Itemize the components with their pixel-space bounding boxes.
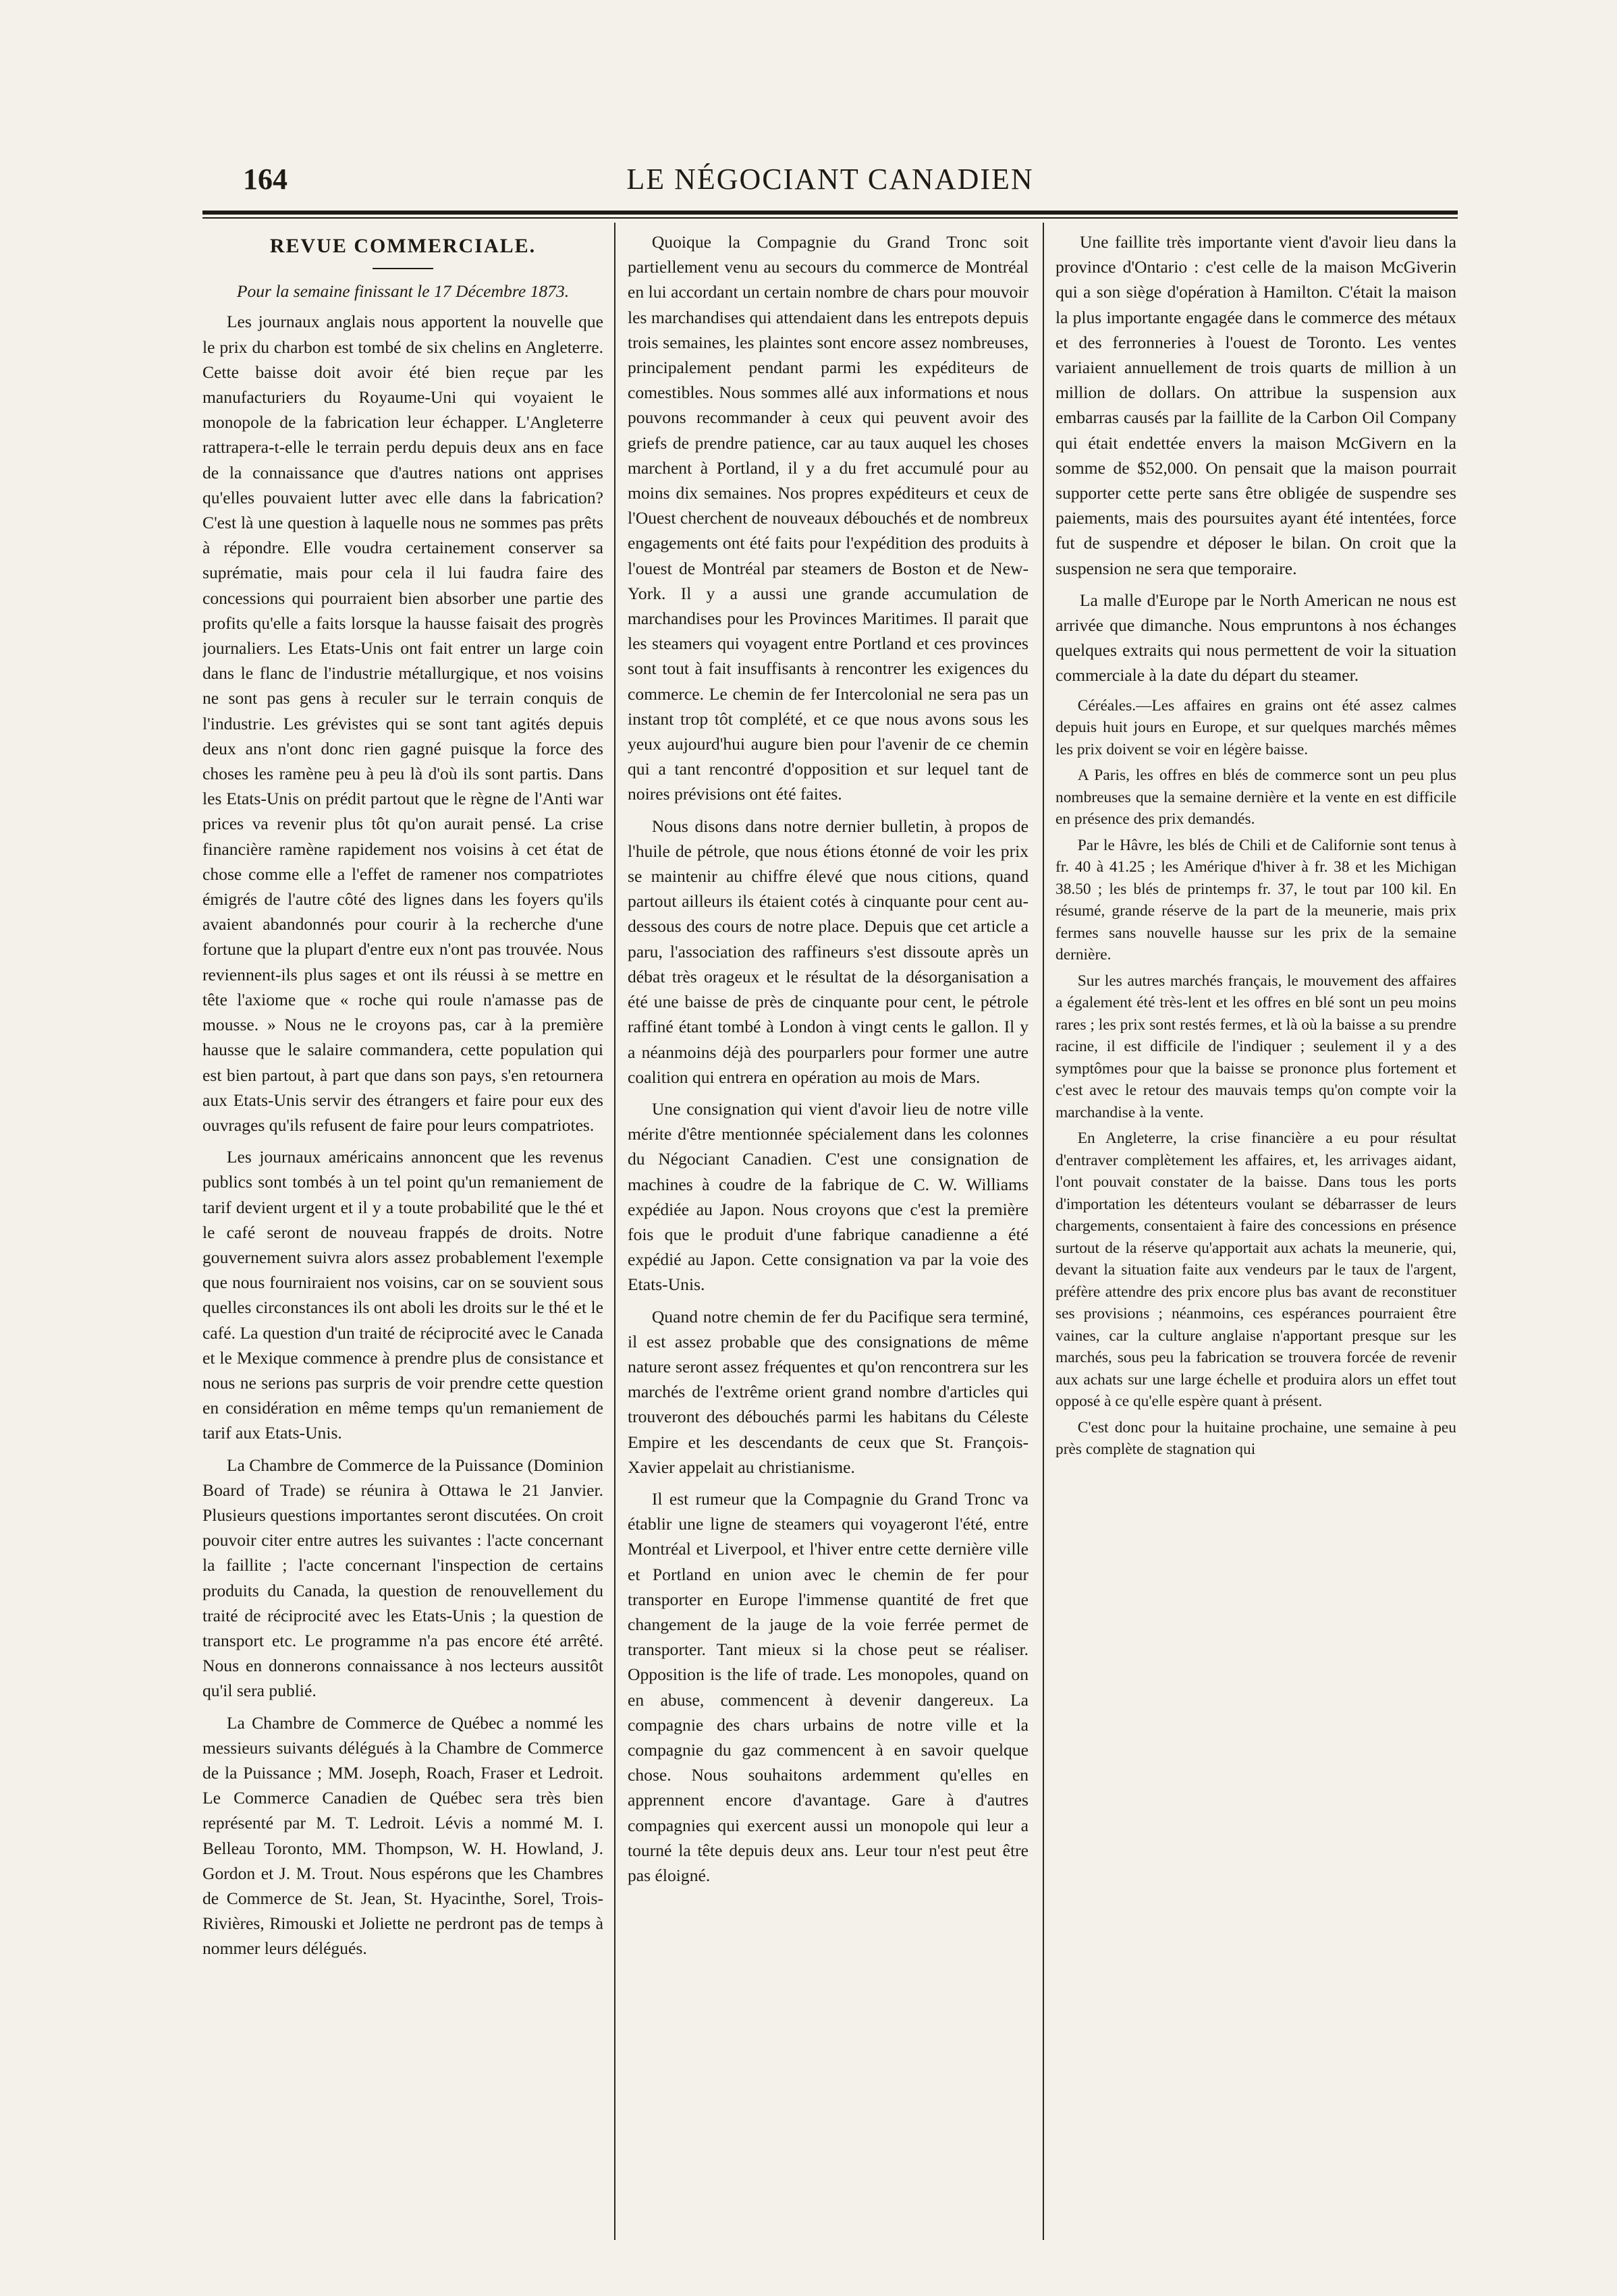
- column-2: [628, 229, 1029, 2240]
- column-3: [1056, 229, 1456, 2240]
- paragraph: Quoique la Compagnie du Grand Tronc soit partiellement venu au secours du commerce de Montréal en lui accordant un certain nombre de chars pour mouvoir les marchandises qui attendaient dans les entrepots depuis trois semaines, les plaintes sont encore assez nombreuses, principalement pendant parmi les expéditeurs de comestibles. Nous sommes allé aux informations et nous pouvons recommander à ceux qui peuvent avoir des griefs de prendre patience, car au taux auquel les choses marchent à Portland, il y a du fret accumulé pour au moins dix semaines. Nos propres expéditeurs et ceux de l'Ouest cherchent de nouveaux débouchés et de nombreux engagements ont été faits pour l'expédition des produits à l'ouest de Montréal par steamers de Boston et de New-York. Il y a aussi une grande accumulation de marchandises pour les Provinces Maritimes. Il parait que les steamers qui voyagent entre Portland et ces provinces sont tout à fait insuffisants à rencontrer les exigences du commerce. Le chemin de fer Intercolonial ne sera pas un instant trop tôt complété, et ce que nous avons sous les yeux aujourd'hui augure bien pour l'avenir de ce chemin qui a tant rencontré d'opposition et sur lequel tant de noires prévisions ont été faites.: [628, 232, 1029, 804]
- column-divider: [1043, 223, 1044, 2240]
- paragraph: La Chambre de Commerce de la Puissance (Dominion Board of Trade) se réunira à Ottawa le 21 Janvier. Plusieurs questions importantes seront discutées. On croit pouvoir citer entre autres les suivantes : l'acte concernant la faillite ; l'acte concernant l'inspection de certains produits du Canada, la question de renouvellement du traité de réciprocité avec les Etats-Unis ; la question de transport etc. Le programme n'a pas encore été arrêté. Nous en donnerons connaissance à nos lecteurs aussitôt qu'il sera publié.: [202, 1455, 603, 1701]
- market-paragraph: En Angleterre, la crise financière a eu pour résultat d'entraver complètement les affaires, et, les arrivages aidant, l'ont pouvait constater de la baisse. Dans tous les ports d'importation les détenteurs voulant se débarrasser de leurs chargements, consentaient à faire des concessions en présence surtout de la réserve qu'apportait aux achats la meunerie, qui, devant la situation faite aux vendeurs par le taux de l'argent, préfère attendre des prix encore plus bas avant de reconstituer ses provisions ; néanmoins, ces espérances pourraient être vaines, car la culture anglaise n'apportant presque sur les marchés, sous peu la fabrication se trouvera forcée de revenir aux achats sur une large échelle et produira alors un effet tout opposé à ce qu'elle espère quant à présent.: [1056, 1129, 1456, 1411]
- market-paragraph: Sur les autres marchés français, le mouvement des affaires a également été très-lent et les offres en blé sont un peu moins rares ; les prix sont restés fermes, et là où la baisse a su prendre racine, il est difficile de l'indiquer ; seulement il y a des symptômes pour que la baisse se prononce plus fortement et c'est avec le retour des mauvais temps qu'on compte voir la marchandise à la vente.: [1056, 972, 1456, 1121]
- dateline: Pour la semaine finissant le 17 Décembre 1873.: [236, 281, 570, 302]
- paragraph: Une consignation qui vient d'avoir lieu de notre ville mérite d'être mentionnée spécialement dans les colonnes du Négociant Canadien. C'est une consignation de machines à coudre de la fabrique de C. W. Williams expédiée au Japon. Nous croyons que c'est la première fois que le produit d'une fabrique canadienne a été expédié au Japon. Cette consignation va par la voie des Etats-Unis.: [628, 1098, 1029, 1295]
- column-1: [202, 229, 603, 2240]
- section-heading: REVUE COMMERCIALE.: [269, 235, 537, 257]
- paragraph: Nous disons dans notre dernier bulletin, à propos de l'huile de pétrole, que nous étions étonné de voir les prix se maintenir au chiffre élevé que nous citions, quand partout ailleurs ils étaient cotés à cinquante pour cent au-dessous des cours de notre place. Depuis que cet article a paru, l'association des raffineurs s'est dissoute après un débat très orageux et le résultat de la désorganisation a été une baisse de près de cinquante pour cent, le pétrole raffiné étant tombé à London à vingt cents le gallon. Il y a néanmoins déjà des pourparlers pour former une autre coalition qui entrera en opération au mois de Mars.: [628, 816, 1029, 1087]
- heading-rule: [373, 268, 433, 269]
- paragraph: Une faillite très importante vient d'avoir lieu dans la province d'Ontario : c'est celle de la maison McGiverin qui a son siège d'opération à Hamilton. C'était la maison la plus importante engagée dans le commerce des métaux et des ferronneries à l'ouest de Toronto. Les ventes variaient annuellement de trois quarts de million à un million de dollars. On attribue la suspension aux embarras causés par la faillite de la Carbon Oil Company qui était endettée envers la maison McGivern en la somme de $52,000. On pensait que la maison pourrait supporter cette perte sans être obligée de suspendre ses paiements, mais des poursuites ayant été intentées, force fut de suspendre et déposer le bilan. On croit que la suspension ne sera que temporaire.: [1056, 232, 1456, 578]
- paragraph: Il est rumeur que la Compagnie du Grand Tronc va établir une ligne de steamers qui voyageront l'été, entre Montréal et Liverpool, et l'hiver entre cette dernière ville et Portland en union avec le chemin de fer pour transporter en Europe l'immense quantité de fret que changement de la jauge de la voie ferrée permet de transporter. Tant mieux si la chose peut se réaliser. Opposition is the life of trade. Les monopoles, quand on en abuse, commencent à devenir dangereux. La compagnie des chars urbains de notre ville et la compagnie du gaz commencent à en savoir quelque chose. Nous souhaitons ardemment qu'elles en apprennent encore d'avantage. Gare à d'autres compagnies qui exercent aussi un monopole qui leur a tourné la tête depuis deux ans. Leur tour n'est peut être pas éloigné.: [628, 1488, 1029, 1885]
- market-paragraph: C'est donc pour la huitaine prochaine, une semaine à peu près complète de stagnation qui: [1056, 1418, 1456, 1459]
- column-divider: [614, 223, 615, 2240]
- header-rule-thick: [202, 211, 1458, 215]
- paragraph: Les journaux américains annoncent que les revenus publics sont tombés à un tel point qu'un remaniement de tarif devient urgent et il y a toute probabilité que le thé et le café seront de nouveau frappés de droits. Notre gouvernement suivra alors assez probablement l'exemple que nous fourniraient nos voisins, car on se souvient sous quelles circonstances ils ont aboli les droits sur le thé et le café. La question d'un traité de réciprocité avec le Canada et le Mexique commence à prendre plus de consistance et nous ne serions pas surpris de voir prendre cette question en considération en même temps qu'un remaniement de tarif aux Etats-Unis.: [202, 1147, 603, 1443]
- market-paragraph: Par le Hâvre, les blés de Chili et de Californie sont tenus à fr. 40 à 41.25 ; les Amérique d'hiver à fr. 38 et les Michigan 38.50 ; les blés de printemps fr. 37, le tout par 100 kil. En résumé, grande réserve de la part de la meunerie, mais prix fermes sans nouvelle hausse sur les prix de la semaine dernière.: [1056, 836, 1456, 964]
- journal-title: LE NÉGOCIANT CANADIEN: [626, 163, 1034, 196]
- market-paragraph: A Paris, les offres en blés de commerce sont un peu plus nombreuses que la semaine dernière et la vente en est difficile en présence des prix demandés.: [1056, 766, 1456, 829]
- paragraph: Quand notre chemin de fer du Pacifique sera terminé, il est assez probable que des consignations de même nature seront assez fréquentes et qu'on rencontrera sur les marchés de l'extrême orient grand nombre d'articles qui trouveront des débouchés parmi les habitans du Céleste Empire et les descendants de ceux que St. François-Xavier appelait au christianisme.: [628, 1306, 1029, 1477]
- header-rule-thin: [202, 217, 1458, 219]
- page-header: [202, 162, 1458, 202]
- page-number: 164: [243, 163, 287, 196]
- paragraph: Les journaux anglais nous apportent la nouvelle que le prix du charbon est tombé de six chelins en Angleterre. Cette baisse doit avoir été bien reçue par les manufacturiers du Royaume-Uni qui voyaient le monopole de la fabrication leur échapper. L'Angleterre rattrapera-t-elle le terrain perdu depuis deux ans en face de la connaissance que d'autres nations ont apprises qu'elles pouvaient lutter avec elle dans la fabrication? C'est là une question à laquelle nous ne sommes pas prêts à répondre. Elle voudra certainement conserver sa suprématie, mais pour cela il lui faudra faire des concessions qui pourraient bien absorber une partie des profits qu'elle a faits lorsque la hausse faisait des progrès journaliers. Les Etats-Unis ont fait entrer un large coin dans le flanc de l'industrie métallurgique, et nos voisins ne sont pas gens à reculer sur le terrain conquis de l'industrie. Les grévistes qui se sont tant agités depuis deux ans n'ont donc rien gagné puisque la force des choses les ramène peu à peu là d'où ils sont partis. Dans les Etats-Unis on prédit partout que le règne de l'Anti war prices va revenir plus tôt qu'on aurait pensé. La crise financière ramène rapidement nos voisins à cet état de chose comme elle a l'effet de ramener nos compatriotes émigrés de l'autre côté des lignes dans les foyers qu'ils avaient abandonnés pour courir à la recherche d'une fortune que la plupart d'entre eux n'ont pas trouvée. Nous reviennent-ils plus sages et ont ils réussi à se mettre en tête l'axiome que « roche qui roule n'amasse pas de mousse. » Nous ne le croyons pas, car à la première hausse que le salaire commandera, cette population qui est bien partout, à part que dans son pays, s'en retournera aux Etats-Unis servir des étrangers et faire pour eux des ouvrages qu'ils refusent de faire pour leurs compatriotes.: [202, 312, 603, 1135]
- market-paragraph: Céréales.—Les affaires en grains ont été assez calmes depuis huit jours en Europe, et sur quelques marchés mêmes les prix doivent se voir en légère baisse.: [1056, 696, 1456, 758]
- paragraph: La malle d'Europe par le North American ne nous est arrivée que dimanche. Nous empruntons à nos échanges quelques extraits qui nous permettent de voir la situation commerciale à la date du départ du steamer.: [1056, 590, 1456, 685]
- paragraph: La Chambre de Commerce de Québec a nommé les messieurs suivants délégués à la Chambre de Commerce de la Puissance ; MM. Joseph, Roach, Fraser et Ledroit. Le Commerce Canadien de Québec sera très bien représenté par M. T. Ledroit. Lévis a nommé M. I. Belleau Toronto, MM. Thompson, W. H. Howland, J. Gordon et J. M. Trout. Nous espérons que les Chambres de Commerce de St. Jean, St. Hyacinthe, Sorel, Trois-Rivières, Rimouski et Joliette ne perdront pas de temps à nommer leurs délégués.: [202, 1712, 603, 1959]
